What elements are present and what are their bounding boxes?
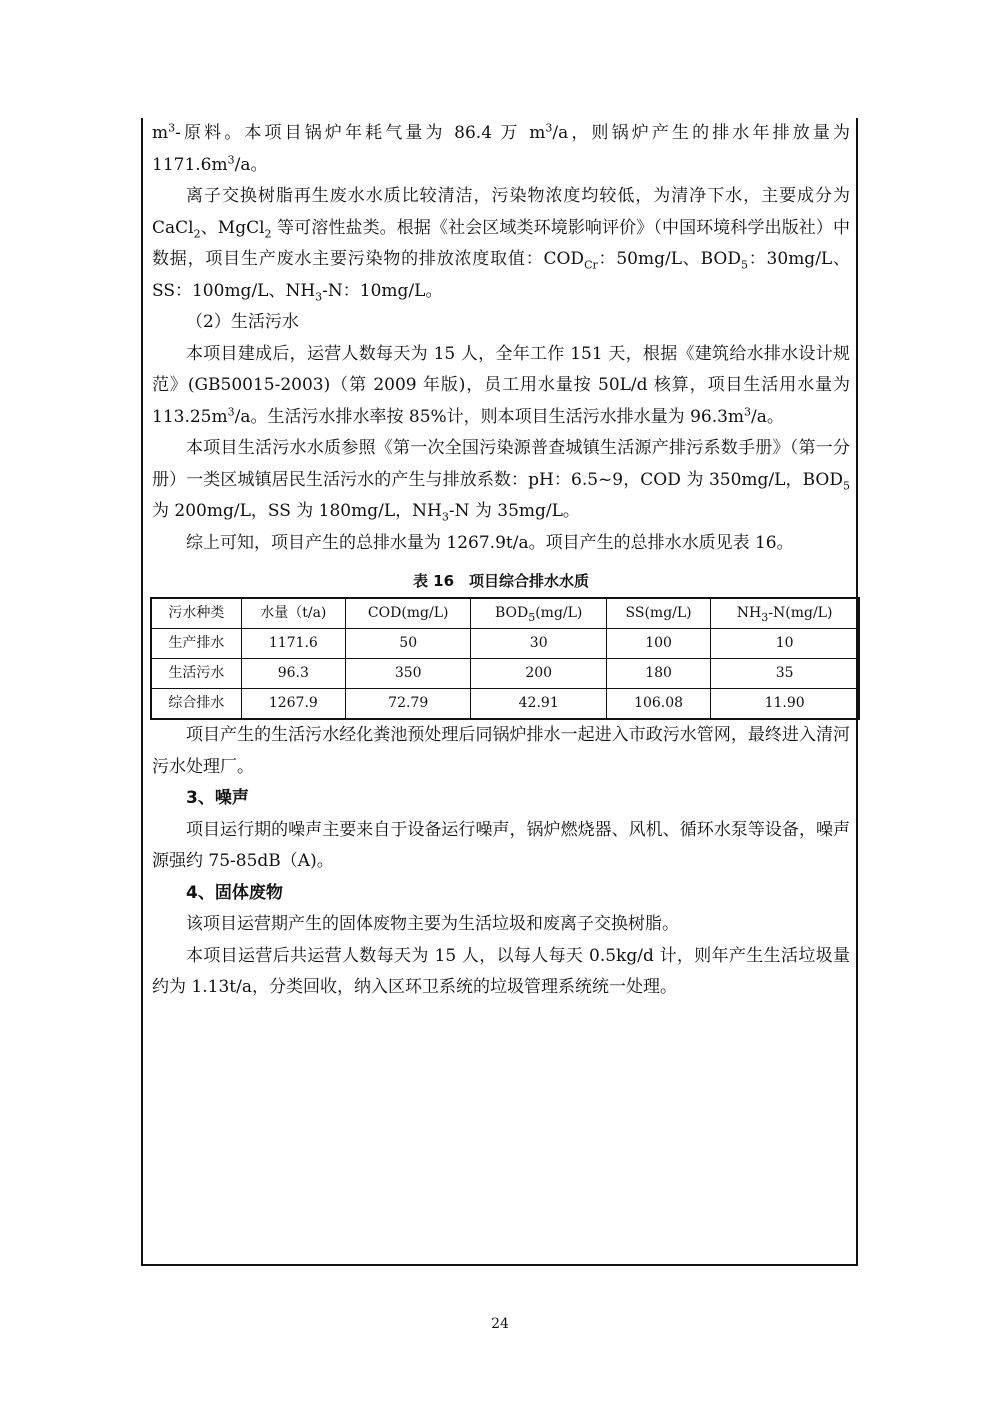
table-cell: 35 [711,659,859,689]
table-cell: 100 [606,629,710,659]
heading-noise: 3、噪声 [186,788,249,808]
paragraph-sewage-route: 项目产生的生活污水经化粪池预处理后同锅炉排水一起进入市政污水管网，最终进入清河污水处理厂。 [152,725,850,777]
table-row [151,689,859,720]
header-cell: SS(mg/L) [606,598,710,629]
paragraph-solid-waste: 该项目运营期产生的固体废物主要为生活垃圾和废离子交换树脂。 [186,914,679,934]
table-cell: 72.79 [345,689,470,720]
page-content [152,118,850,1004]
table-cell: 180 [606,659,710,689]
table-cell: 30 [471,629,607,659]
heading-solid-waste: 4、固体废物 [186,882,283,903]
table-cell: 50 [345,629,470,659]
table-cell: 综合排水 [151,689,241,720]
header-cell: 水量（t/a) [241,598,345,629]
table-caption: 表 16 项目综合排水水质 [412,572,590,590]
header-cell: $NH_3-N(mg/L)$ [711,598,859,629]
header-cell: $BOD_5(mg/L)$ [471,598,607,629]
paragraph-boiler-drain: $m^3-$原料。本项目锅炉年耗气量为 86.4 万 $m^3/a$，则锅炉产生的排水年排放量为 $1171.6m^3/a$。 [152,121,850,175]
paragraph-garbage: 本项目运营后共运营人数每天为 15 人，以每人每天 0.5kg/d 计，则年产生生活垃圾量约为 1.13t/a，分类回收，纳入区环卫系统的垃圾管理系统统一处理。 [152,945,850,997]
table-row [151,629,859,659]
paragraph-noise: 项目运行期的噪声主要来自于设备运行噪声，锅炉燃烧器、风机、循环水泵等设备，噪声源强约 75-85dB（A)。 [152,819,850,871]
table-cell: 1171.6 [241,629,345,659]
table-header-row [151,598,859,629]
header-cell: COD(mg/L) [345,598,470,629]
paragraph-resin-wastewater: 离子交换树脂再生废水水质比较清洁，污染物浓度均较低，为清净下水，主要成分为 CaCl$_2$、MgCl$_2$ 等可溶性盐类。根据《社会区域类环境影响评价》（中国环境科学出版社）中数据，项目生产废水主要污染物的排放浓度取值：$COD_{Cr}$：50mg/L、$BOD_5$：30mg/L、SS：100mg/L、$NH_3-N$：10mg/L。 [152,186,851,303]
table-cell: 10 [711,629,859,659]
paragraph-domestic-water: 本项目建成后，运营人数每天为 15 人，全年工作 151 天，根据《建筑给水排水设计规范》(GB50015-2003)（第 2009 年版)，员工用水量按 50L/d 核算，项目生活用水量为 $113.25m^3/a$。生活污水排水率按 85%计，则本项目生活污水排水量为 $96.3m^3/a$。 [152,343,850,427]
table-cell: 42.91 [471,689,607,720]
drainage-quality-table [150,597,860,720]
table-cell: 生活污水 [151,659,241,689]
table-cell: 1267.9 [241,689,345,720]
table-cell: 生产排水 [151,629,241,659]
table-cell: 200 [471,659,607,689]
table-cell: 96.3 [241,659,345,689]
table-cell: 350 [345,659,470,689]
header-cell: 污水种类 [151,598,241,629]
page-number: 24 [491,1316,509,1332]
table-row [151,659,859,689]
paragraph-total-drain: 综上可知，项目产生的总排水量为 1267.9t/a。项目产生的总排水水质见表 16。 [186,532,794,553]
paragraph-sewage-quality: 本项目生活污水水质参照《第一次全国污染源普查城镇生活源产排污系数手册》（第一分册）一类区城镇居民生活污水的产生与排放系数：pH：6.5~9，COD 为 350mg/L，$BOD_5$ 为 200mg/L，SS 为 180mg/L，$NH_3-N$ 为 35mg/L。 [152,438,850,524]
heading-domestic-sewage: （2）生活污水 [186,312,299,332]
table-cell: 11.90 [711,689,859,720]
table-cell: 106.08 [606,689,710,720]
